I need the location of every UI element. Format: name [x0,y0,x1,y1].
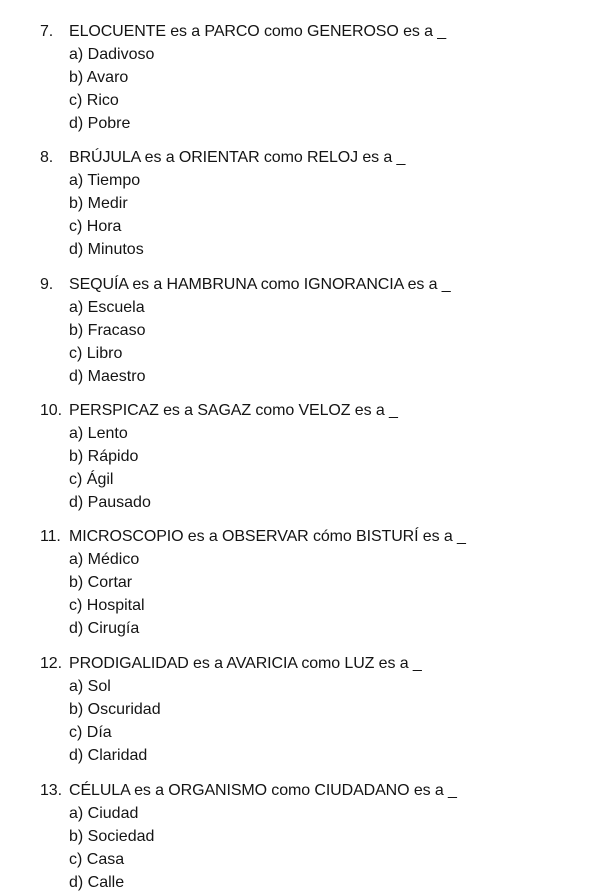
question-text: PRODIGALIDAD es a AVARICIA como LUZ es a _ [69,655,422,672]
option-b: b) Medir [69,195,128,212]
option-a: a) Escuela [69,299,145,316]
option-d: d) Calle [69,874,125,891]
question-number: 13. [40,782,62,799]
option-d: d) Pausado [69,494,151,511]
option-c: c) Ágil [69,471,114,488]
option-b: b) Sociedad [69,828,155,845]
option-c: c) Casa [69,851,125,868]
question-text: SEQUÍA es a HAMBRUNA como IGNORANCIA es a _ [69,276,451,293]
question-number: 7. [40,23,54,40]
option-b: b) Avaro [69,69,129,86]
question-text: ELOCUENTE es a PARCO como GENEROSO es a _ [69,23,447,40]
option-d: d) Maestro [69,368,146,385]
option-b: b) Rápido [69,448,139,465]
option-d: d) Claridad [69,747,148,764]
option-c: c) Hospital [69,597,145,614]
option-c: c) Libro [69,345,123,362]
question-stem [40,401,398,421]
option-d: d) Pobre [69,115,131,132]
question-text: CÉLULA es a ORGANISMO como CIUDADANO es a _ [69,782,457,799]
option-d: d) Cirugía [69,620,140,637]
question-number: 12. [40,655,62,672]
option-d: d) Minutos [69,241,144,258]
question-number: 10. [40,402,62,419]
option-a: a) Ciudad [69,805,139,822]
option-a: a) Sol [69,678,111,695]
option-c: c) Día [69,724,112,741]
question-number: 8. [40,149,54,166]
question-stem [40,148,405,168]
option-c: c) Hora [69,218,122,235]
question-stem [40,275,451,295]
option-c: c) Rico [69,92,119,109]
option-b: b) Oscuridad [69,701,161,718]
question-text: BRÚJULA es a ORIENTAR como RELOJ es a _ [69,149,406,166]
option-a: a) Tiempo [69,172,141,189]
option-a: a) Dadivoso [69,46,155,63]
option-a: a) Lento [69,425,128,442]
option-a: a) Médico [69,551,140,568]
question-stem [40,527,466,547]
option-b: b) Fracaso [69,322,146,339]
question-stem [40,654,422,674]
question-text: MICROSCOPIO es a OBSERVAR cómo BISTURÍ es a _ [69,528,466,545]
question-stem [40,22,446,42]
option-b: b) Cortar [69,574,133,591]
question-text: PERSPICAZ es a SAGAZ como VELOZ es a _ [69,402,398,419]
question-number: 9. [40,276,54,293]
question-number: 11. [40,528,61,545]
question-stem [40,781,457,801]
